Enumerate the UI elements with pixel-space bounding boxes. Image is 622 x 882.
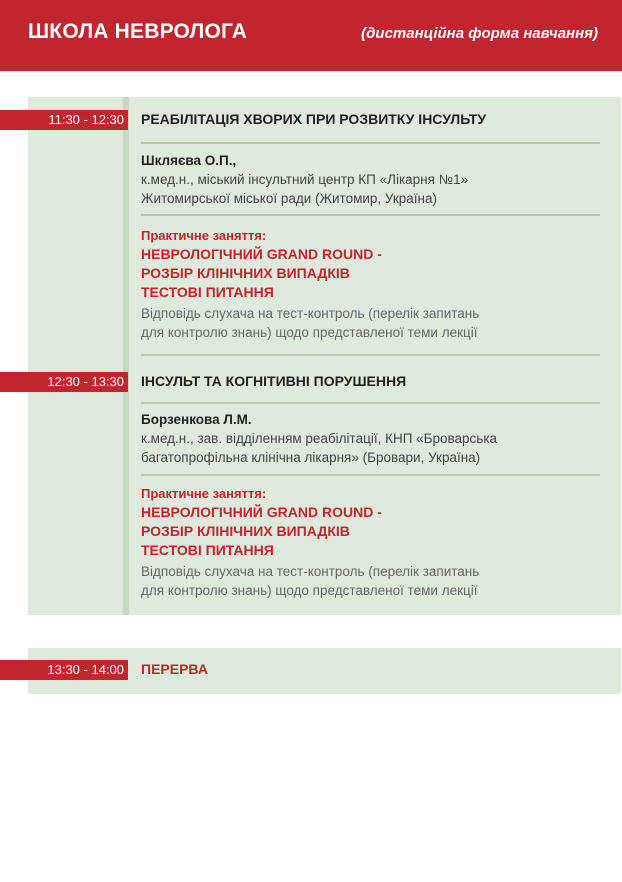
speaker-affiliation: Житомирської міської ради (Житомир, Україна) bbox=[141, 191, 438, 206]
divider bbox=[141, 214, 600, 216]
practical-label: Практичне заняття: bbox=[141, 228, 267, 243]
divider bbox=[141, 402, 600, 404]
practical-description: Відповідь слухача на тест-контроль (перелік запитань bbox=[141, 306, 480, 321]
practical-label: Практичне заняття: bbox=[141, 486, 267, 501]
practical-topic: ТЕСТОВІ ПИТАННЯ bbox=[141, 284, 274, 300]
page-subtitle: (дистанційна форма навчання) bbox=[361, 25, 598, 42]
speaker-affiliation: багатопрофільна клінічна лікарня» (Бровари, Україна) bbox=[141, 450, 481, 465]
practical-info bbox=[141, 484, 611, 600]
session-title: РЕАБІЛІТАЦІЯ ХВОРИХ ПРИ РОЗВИТКУ ІНСУЛЬТУ bbox=[141, 111, 487, 127]
practical-info bbox=[141, 226, 611, 342]
break-time: 13:30 - 14:00 bbox=[0, 660, 128, 680]
practical-topic: ТЕСТОВІ ПИТАННЯ bbox=[141, 542, 274, 558]
practical-topic: НЕВРОЛОГІЧНИЙ GRAND ROUND - bbox=[141, 246, 382, 262]
speaker-affiliation: к.мед.н., зав. відділенням реабілітації, КНП «Броварська bbox=[141, 431, 498, 446]
practical-topic: РОЗБІР КЛІНІЧНИХ ВИПАДКІВ bbox=[141, 265, 350, 281]
divider bbox=[141, 354, 600, 356]
session-time: 12:30 - 13:30 bbox=[0, 372, 128, 392]
practical-description: для контролю знань) щодо представленої теми лекції bbox=[141, 325, 478, 340]
divider bbox=[141, 142, 600, 144]
speaker-name: Шкляєва О.П., bbox=[141, 153, 237, 168]
speaker-info bbox=[141, 151, 611, 208]
speaker-affiliation: к.мед.н., міський інсультний центр КП «Лікарня №1» bbox=[141, 172, 469, 187]
speaker-info bbox=[141, 410, 611, 467]
practical-description: для контролю знань) щодо представленої теми лекції bbox=[141, 583, 478, 598]
session-title: ІНСУЛЬТ ТА КОГНІТИВНІ ПОРУШЕННЯ bbox=[141, 373, 407, 389]
header-banner bbox=[0, 0, 622, 71]
practical-description: Відповідь слухача на тест-контроль (перелік запитань bbox=[141, 564, 480, 579]
practical-topic: НЕВРОЛОГІЧНИЙ GRAND ROUND - bbox=[141, 504, 382, 520]
speaker-name: Борзенкова Л.М. bbox=[141, 412, 252, 427]
practical-topic: РОЗБІР КЛІНІЧНИХ ВИПАДКІВ bbox=[141, 523, 350, 539]
page-title: ШКОЛА НЕВРОЛОГА bbox=[28, 20, 248, 43]
timeline-divider bbox=[123, 97, 129, 615]
break-title: ПЕРЕРВА bbox=[141, 661, 208, 677]
session-time: 11:30 - 12:30 bbox=[0, 110, 128, 130]
divider bbox=[141, 474, 600, 476]
